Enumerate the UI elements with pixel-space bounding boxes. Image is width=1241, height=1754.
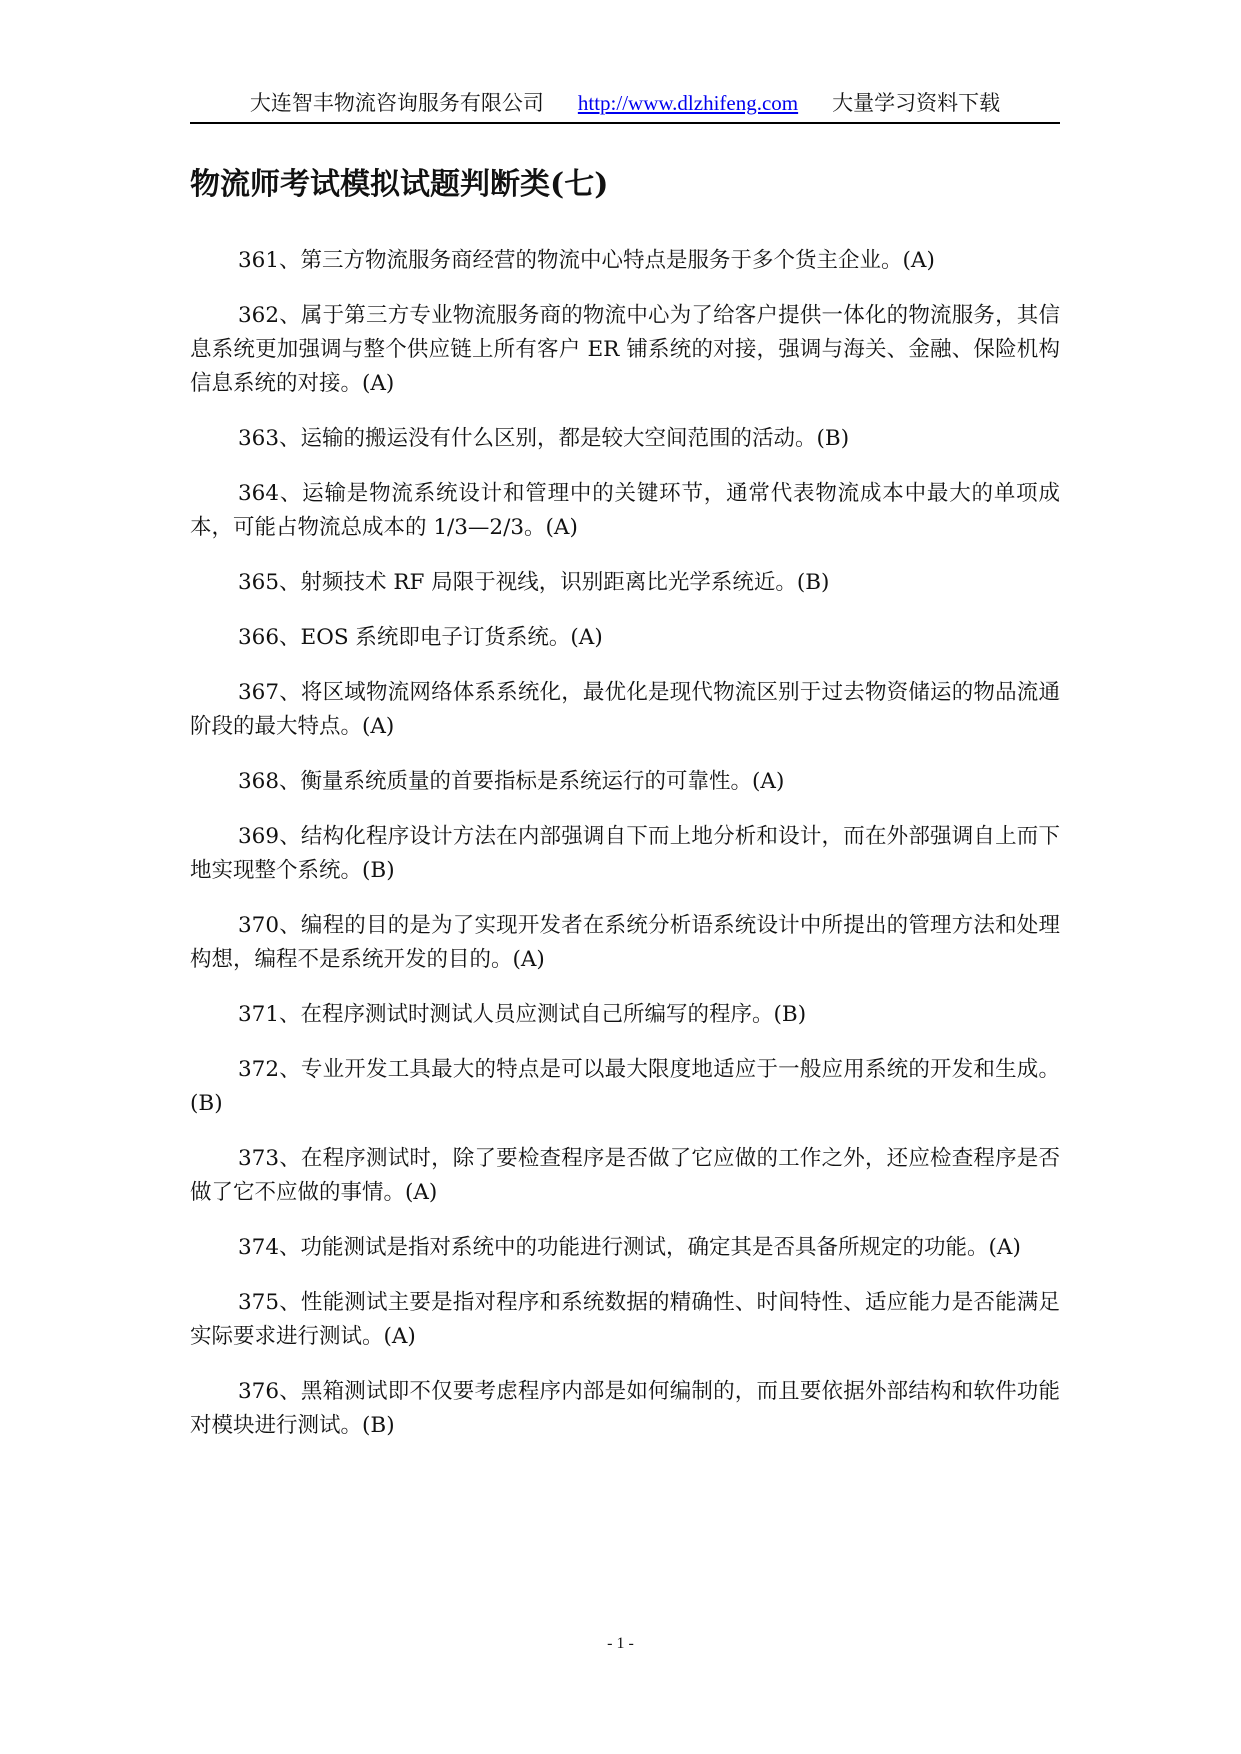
- question-item: 367、将区域物流网络体系系统化，最优化是现代物流区别于过去物资储运的物品流通阶段的最大特点。(A): [190, 680, 1060, 739]
- company-name: 大连智丰物流咨询服务有限公司: [249, 91, 544, 115]
- question-item: 370、编程的目的是为了实现开发者在系统分析语系统设计中所提出的管理方法和处理构想，编程不是系统开发的目的。(A): [190, 913, 1060, 972]
- download-slogan: 大量学习资料下载: [832, 91, 1001, 115]
- question-item: 361、第三方物流服务商经营的物流中心特点是服务于多个货主企业。(A): [238, 248, 935, 273]
- page-number: - 1 -: [607, 1635, 634, 1652]
- website-link[interactable]: http://www.dlzhifeng.com: [577, 91, 799, 115]
- question-item: 371、在程序测试时测试人员应测试自己所编写的程序。(B): [238, 1002, 807, 1027]
- question-item: 365、射频技术 RF 局限于视线，识别距离比光学系统近。(B): [238, 570, 830, 595]
- question-item: 374、功能测试是指对系统中的功能进行测试，确定其是否具备所规定的功能。(A): [238, 1235, 1021, 1260]
- question-item: 375、性能测试主要是指对程序和系统数据的精确性、时间特性、适应能力是否能满足实际要求进行测试。(A): [190, 1290, 1060, 1349]
- page-header: [190, 90, 1060, 124]
- question-item: 364、运输是物流系统设计和管理中的关键环节，通常代表物流成本中最大的单项成本，可能占物流总成本的 1/3—2/3。(A): [190, 481, 1060, 540]
- document-title: 物流师考试模拟试题判断类(七): [190, 167, 609, 202]
- question-item: 366、EOS 系统即电子订货系统。(A): [238, 625, 603, 650]
- question-item: 363、运输的搬运没有什么区别，都是较大空间范围的活动。(B): [238, 426, 850, 451]
- question-item: 368、衡量系统质量的首要指标是系统运行的可靠性。(A): [238, 769, 785, 794]
- question-list: [190, 244, 1060, 1443]
- question-item: 372、专业开发工具最大的特点是可以最大限度地适应于一般应用系统的开发和生成。(B): [190, 1057, 1060, 1116]
- question-item: 369、结构化程序设计方法在内部强调自下而上地分析和设计，而在外部强调自上而下地实现整个系统。(B): [190, 824, 1060, 883]
- question-item: 362、属于第三方专业物流服务商的物流中心为了给客户提供一体化的物流服务，其信息系统更加强调与整个供应链上所有客户 ER 铺系统的对接，强调与海关、金融、保险机构信息系统的对接。(A): [190, 303, 1060, 396]
- question-item: 376、黑箱测试即不仅要考虑程序内部是如何编制的，而且要依据外部结构和软件功能对模块进行测试。(B): [190, 1379, 1060, 1438]
- question-item: 373、在程序测试时，除了要检查程序是否做了它应做的工作之外，还应检查程序是否做了它不应做的事情。(A): [190, 1146, 1060, 1205]
